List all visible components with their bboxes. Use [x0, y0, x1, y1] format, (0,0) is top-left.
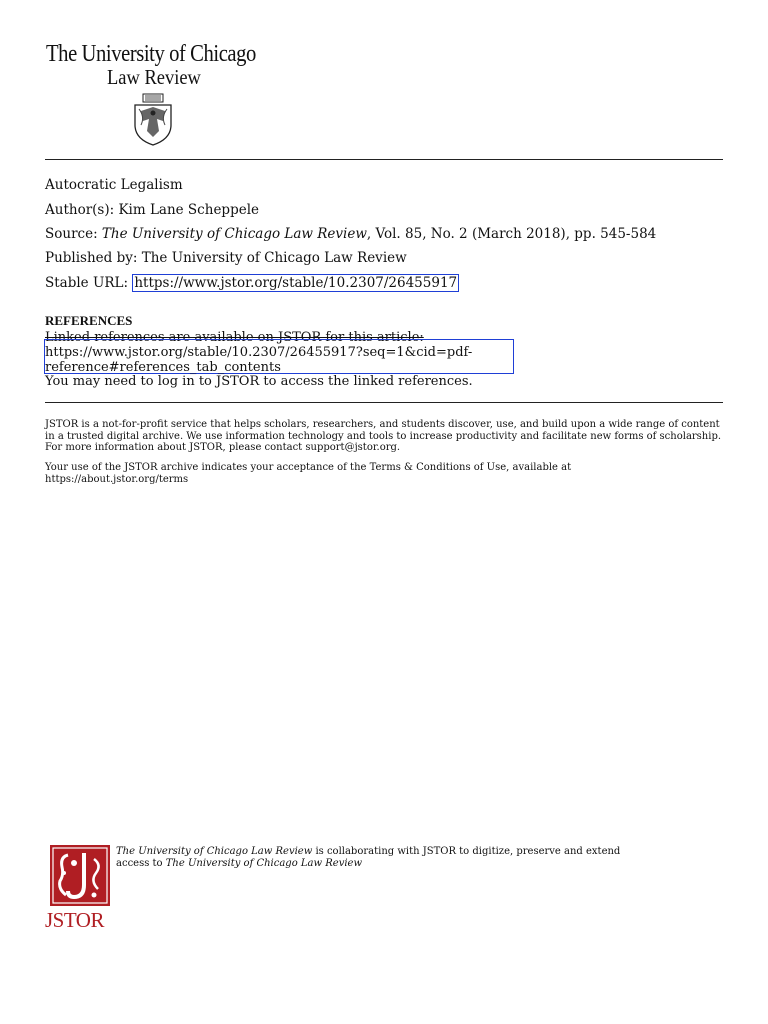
references-available-text: Linked references are available on JSTOR for this article: — [45, 330, 424, 345]
authors-label: Author(s): — [45, 202, 115, 218]
journal-masthead-title: The University of Chicago — [46, 41, 256, 67]
middle-divider — [45, 402, 723, 403]
publisher-value: The University of Chicago Law Review — [141, 250, 407, 266]
footer-collaboration-text — [116, 846, 716, 869]
authors-value: Kim Lane Scheppele — [118, 202, 260, 218]
article-publisher — [45, 249, 407, 267]
stable-url-label: Stable URL: — [45, 275, 129, 291]
footer-line2 — [116, 858, 716, 870]
university-seal-icon — [131, 91, 175, 147]
footer-line1 — [116, 846, 716, 858]
source-details: , Vol. 85, No. 2 (March 2018), pp. 545-584 — [366, 226, 657, 242]
footer-text-mid: is collaborating with JSTOR to digitize, preserve and extend — [312, 846, 621, 857]
article-title-text: Autocratic Legalism — [45, 177, 183, 193]
references-heading: REFERENCES — [45, 313, 133, 328]
jstor-wordmark: JSTOR — [45, 908, 104, 932]
source-journal: The University of Chicago Law Review — [101, 226, 367, 242]
source-label: Source: — [45, 226, 98, 242]
jstor-emblem-icon — [50, 845, 110, 906]
references-url-line2[interactable]: reference#references_tab_contents — [45, 360, 281, 375]
references-url-line1[interactable]: https://www.jstor.org/stable/10.2307/26455917?seq=1&cid=pdf- — [45, 345, 473, 360]
footer-journal2: The University of Chicago Law Review — [165, 857, 363, 869]
article-source — [45, 225, 656, 243]
stable-url-link[interactable]: https://www.jstor.org/stable/10.2307/26455917 — [134, 275, 458, 291]
article-authors — [45, 201, 259, 219]
footer-line2-prefix: access to — [116, 857, 166, 869]
journal-masthead-subtitle: Law Review — [107, 65, 201, 89]
article-title — [45, 176, 183, 194]
jstor-notice-paragraph: JSTOR is a not-for-profit service that helps scholars, researchers, and students discover, use, and build upon a wide range of content in a trusted digital archive. We use information technology and tools to increase productivity and facilitate new forms of scholarship. For more information about JSTOR, please contact support@jstor.org. — [45, 419, 722, 453]
references-login-note: You may need to log in to JSTOR to access the linked references. — [45, 374, 473, 389]
published-label: Published by: — [45, 250, 138, 266]
terms-url[interactable]: https://about.jstor.org/terms — [45, 474, 189, 485]
jstor-logo-icon — [50, 845, 110, 906]
footer-journal: The University of Chicago Law Review — [116, 846, 313, 857]
top-divider — [45, 159, 723, 160]
article-stable-url — [45, 274, 459, 292]
terms-notice-line1: Your use of the JSTOR archive indicates your acceptance of the Terms & Conditions of Use, available at — [45, 462, 572, 473]
